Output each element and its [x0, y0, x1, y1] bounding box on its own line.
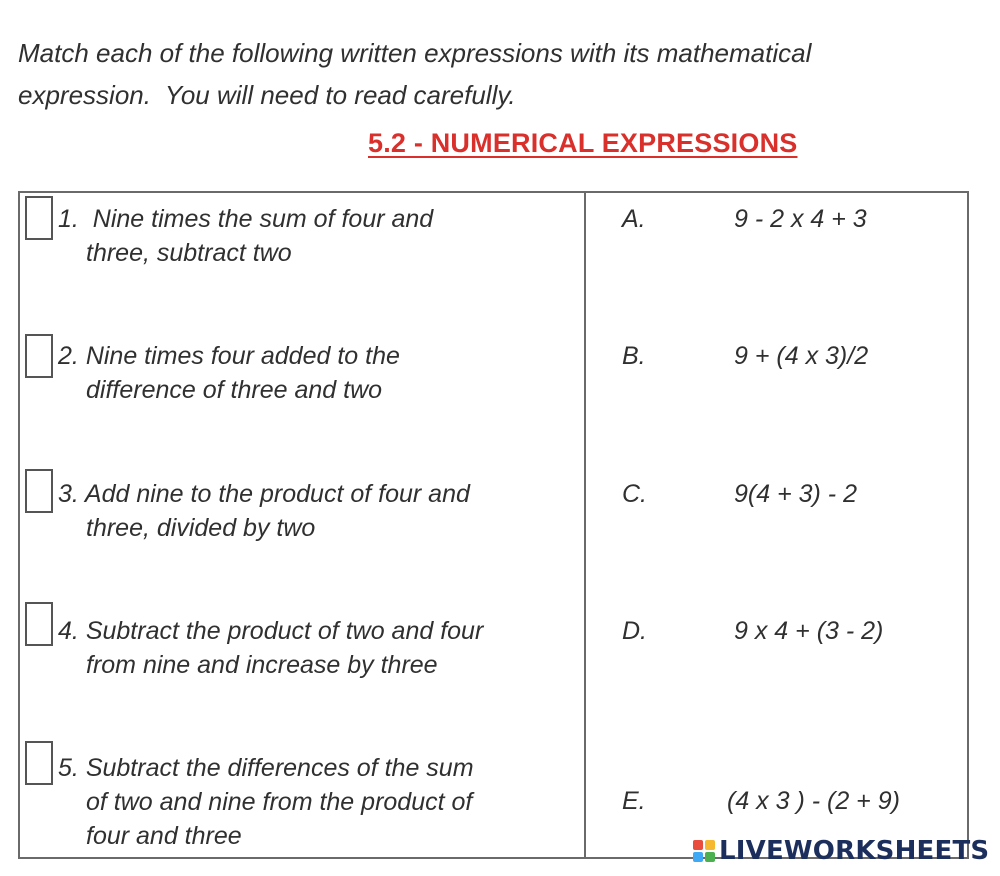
item-1-line-1: Nine times the sum of four and [92, 205, 434, 233]
item-5-line-1: Subtract the differences of the sum [85, 754, 474, 782]
item-1-line-2: three, subtract two [86, 239, 292, 267]
item-1-number: 1. [58, 205, 79, 233]
option-d-expression: 9 x 4 + (3 - 2) [734, 617, 884, 645]
item-2-number: 2. [58, 342, 79, 370]
item-3-line-2: three, divided by two [86, 514, 316, 542]
item-2 [58, 339, 400, 407]
matching-table [18, 191, 969, 859]
item-5-number: 5. [58, 754, 79, 782]
item-3-line-1: Add nine to the product of four and [84, 480, 470, 508]
item-4-number: 4. [58, 617, 79, 645]
item-3 [58, 477, 470, 545]
liveworksheets-logo-icon [693, 840, 715, 862]
answer-box-2[interactable] [25, 334, 53, 378]
option-a-expression: 9 - 2 x 4 + 3 [734, 205, 867, 233]
option-c-expression: 9(4 + 3) - 2 [734, 480, 857, 508]
item-5-line-3: four and three [86, 822, 242, 850]
column-divider [584, 193, 586, 857]
option-b-expression: 9 + (4 x 3)/2 [734, 342, 869, 370]
liveworksheets-logo [693, 836, 989, 866]
answer-box-1[interactable] [25, 196, 53, 240]
option-e-letter: E. [622, 787, 646, 815]
item-4-line-2: from nine and increase by three [86, 651, 438, 679]
option-d-letter: D. [622, 617, 647, 645]
instructions-line-2: expression. You will need to read carefully. [18, 80, 516, 110]
answer-box-5[interactable] [25, 741, 53, 785]
option-e-expression: (4 x 3 ) - (2 + 9) [727, 787, 900, 815]
answer-box-4[interactable] [25, 602, 53, 646]
answer-box-3[interactable] [25, 469, 53, 513]
instructions-line-1: Match each of the following written expressions with its mathematical [18, 38, 812, 68]
item-5-line-2: of two and nine from the product of [86, 788, 473, 816]
item-2-line-1: Nine times four added to the [85, 342, 400, 370]
item-3-number: 3. [58, 480, 79, 508]
item-2-line-2: difference of three and two [86, 376, 383, 404]
instructions [18, 32, 978, 116]
item-4 [58, 614, 483, 682]
option-a-letter: A. [622, 205, 646, 233]
option-c-letter: C. [622, 480, 647, 508]
option-b-letter: B. [622, 342, 646, 370]
item-4-line-1: Subtract the product of two and four [85, 617, 484, 645]
item-5 [58, 751, 474, 853]
worksheet-title: 5.2 - NUMERICAL EXPRESSIONS [368, 128, 798, 158]
item-1 [58, 202, 433, 270]
logo-text: LIVEWORKSHEETS [719, 836, 990, 866]
